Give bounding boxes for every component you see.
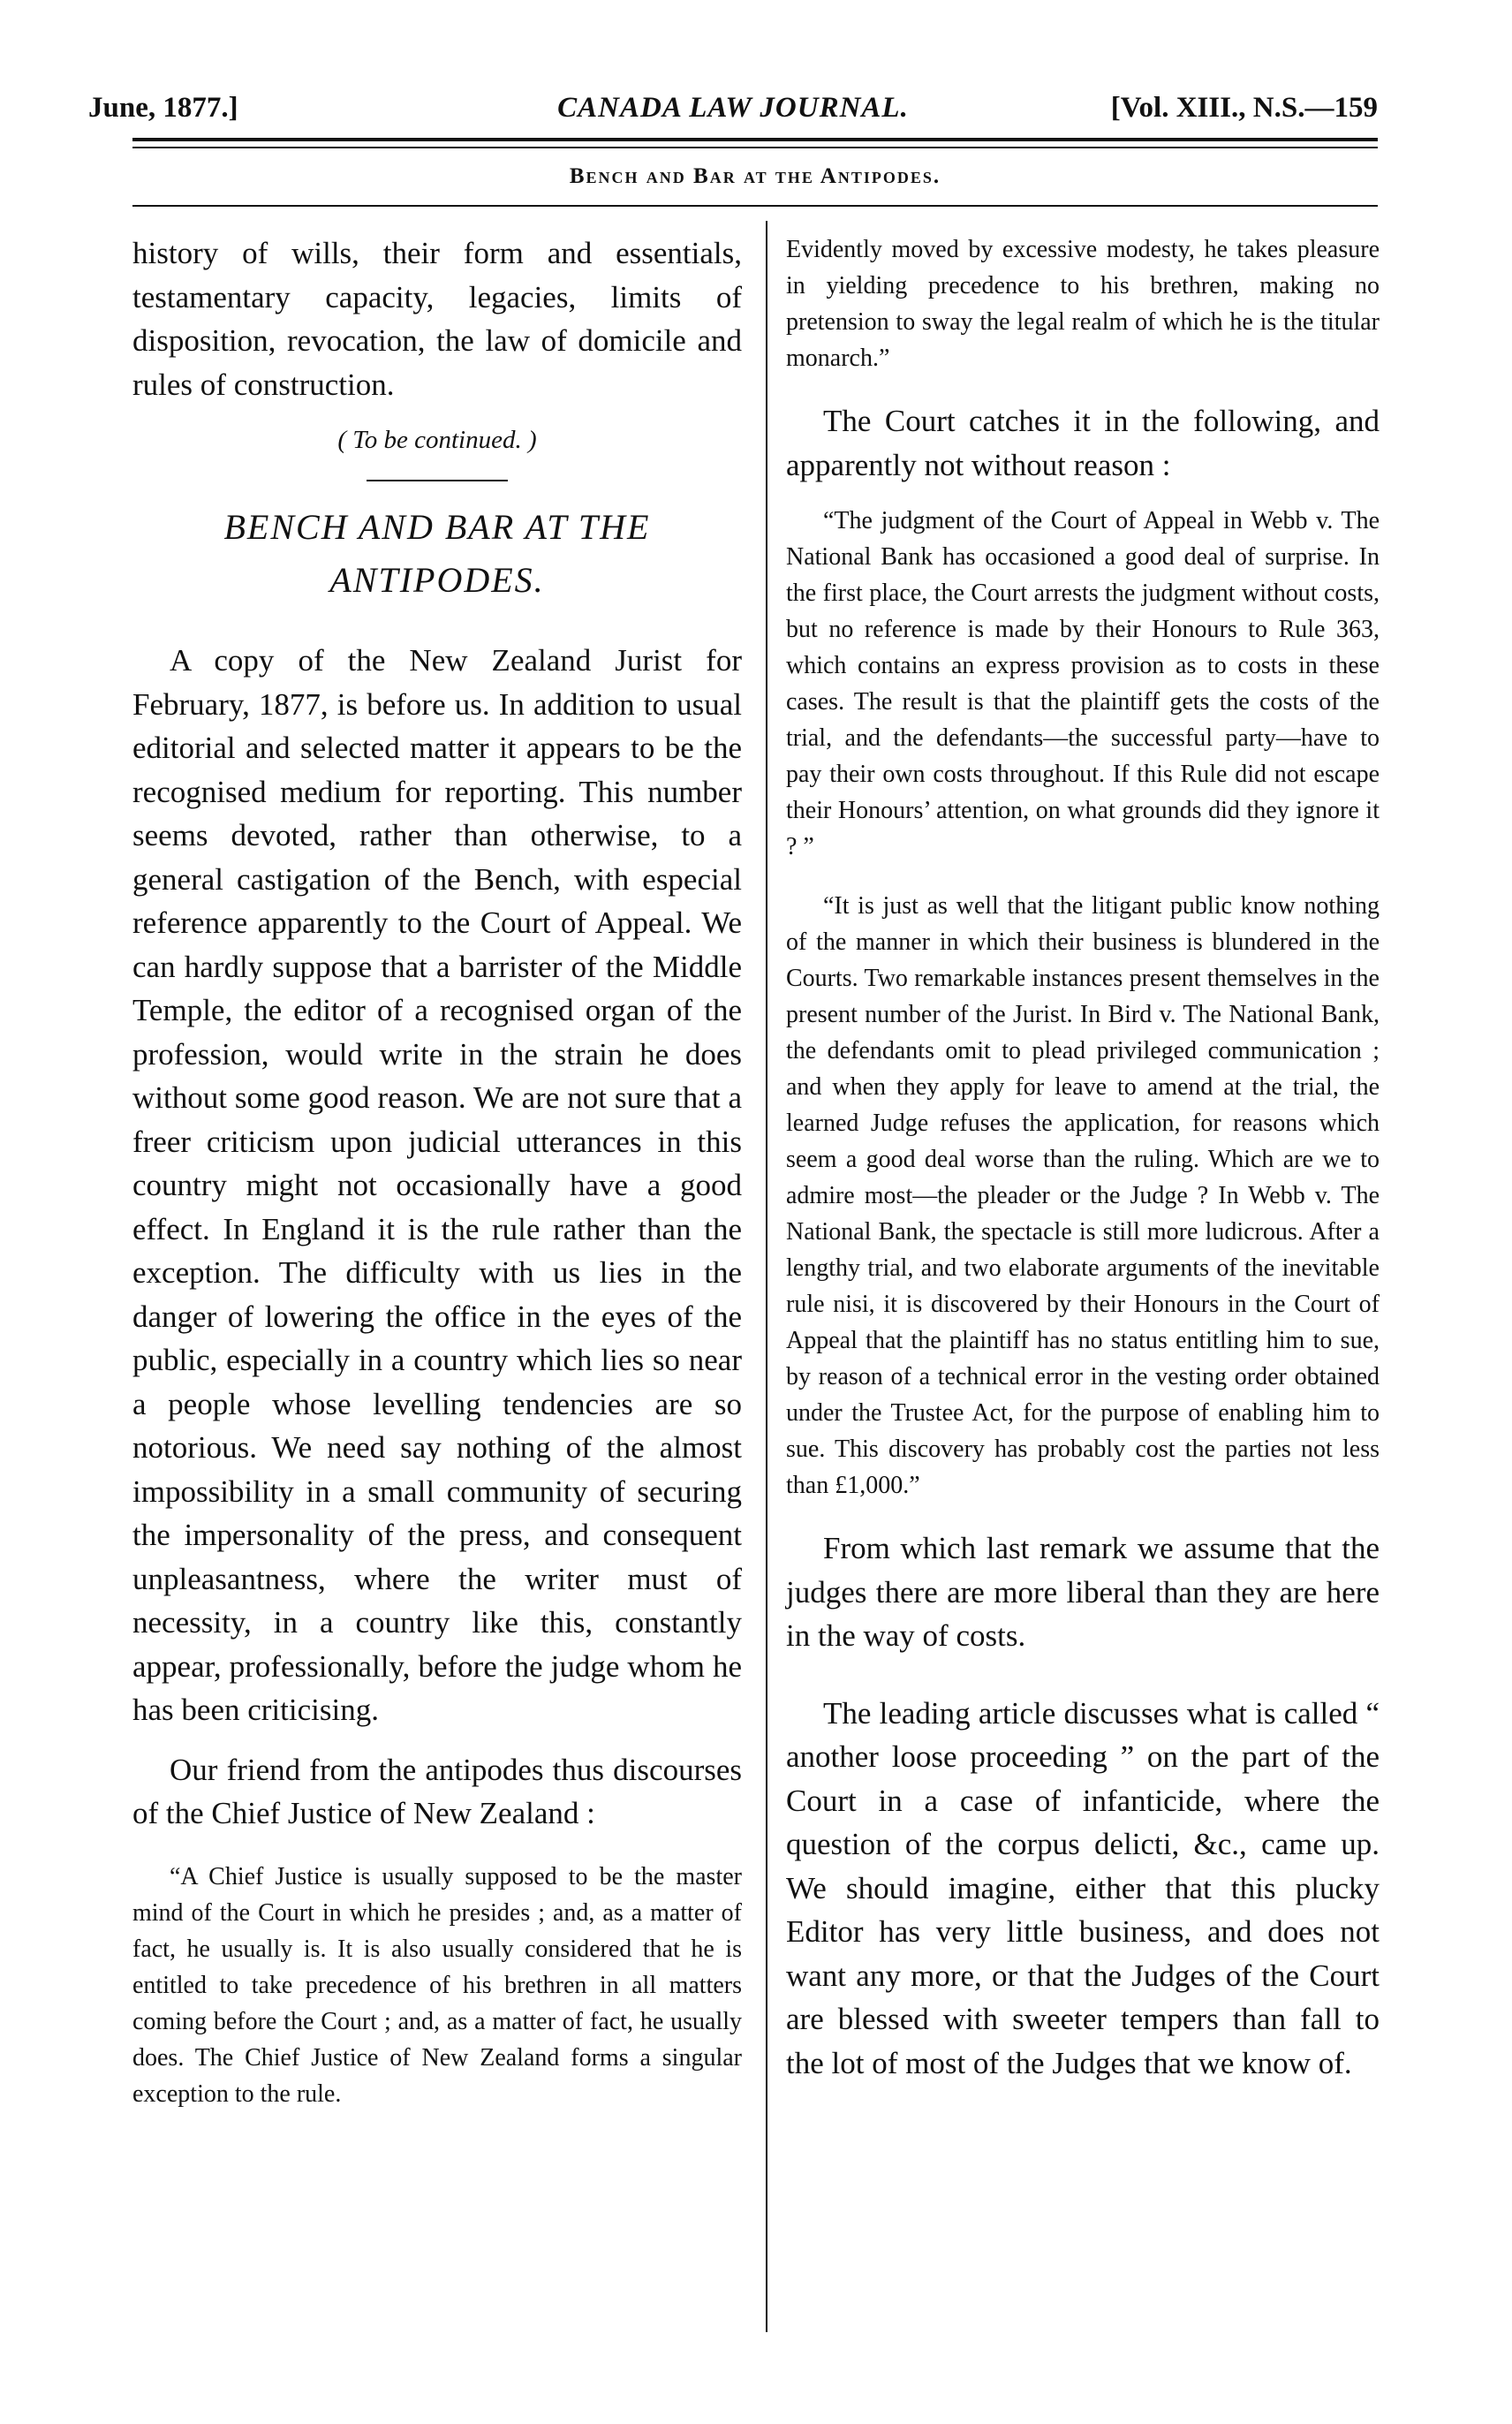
block-quote: Evidently moved by excessive modesty, he takes pleasure in yielding precedence to his brethren, making no pretension to sway the legal realm of which he is the titular monarch.” [786, 236, 1380, 372]
right-column [786, 231, 1380, 2085]
paragraph: A copy of the New Zealand Jurist for February, 1877, is before us. In addition to usual editorial and selected matter it appears to be the recognised medium for reporting. This number seems devoted, rather than otherwise, to a general castigation of the Bench, with especial reference apparently to the Court of Appeal. We can hardly suppose that a barrister of the Middle Temple, the editor of a recognised organ of the profession, would write in the strain he does without some good reason. We are not sure that a freer criticism upon judicial utterances in this country might not occasionally have a good effect. In England it is the rule rather than the exception. The difficulty with us lies in the danger of lowering the office in the eyes of the public, especially in a country which lies so near a people whose levelling tendencies are so notorious. We need say nothing of the almost impossibility in a small community of securing the impersonality of the press, and consequent unpleasantness, where the writer must of necessity, in a country like this, constantly appear, professionally, before the judge whom he has been criticising. [132, 643, 742, 1727]
running-head: Bench and Bar at the Antipodes. [569, 164, 941, 188]
header-rule-thick [132, 138, 1378, 141]
paragraph: The leading article discusses what is called “ another loose proceeding ” on the part of the Court in a case of infanticide, where the question of the corpus delicti, &c., came up. We should imagine, either that this plucky Editor has very little business, and does not want any more, or that the Judges of the Court are blessed with sweeter tempers than fall to the lot of most of the Judges that we know of. [786, 1695, 1380, 2080]
article-title-line: ANTIPODES. [329, 560, 545, 600]
volume-page: [Vol. XIII., N.S.—159 [1110, 92, 1378, 124]
to-be-continued: ( To be continued. ) [337, 426, 537, 454]
block-quote: “A Chief Justice is usually supposed to be the master mind of the Court in which he presides ; and, as a matter of fact, he usually is. It is also usually considered that he is entitled to take precedence of his brethren in all matters coming before the Court ; and, as a matter of fact, he usually does. The Chief Justice of New Zealand forms a singular exception to the rule. [132, 1862, 742, 2108]
paragraph: The Court catches it in the following, and apparently not without reason : [786, 404, 1380, 482]
article-title-line: BENCH AND BAR AT THE [223, 507, 651, 547]
journal-title: CANADA LAW JOURNAL. [557, 92, 909, 124]
running-head-rule [132, 205, 1378, 207]
block-quote: “The judgment of the Court of Appeal in Webb v. The National Bank has occasioned a good deal of surprise. In the first place, the Court arrests the judgment without costs, but no reference is made by their Honours to Rule 363, which contains an express provision as to costs in these cases. The result is that the plaintiff gets the costs of the trial, and the defendants—the successful party—have to pay their own costs throughout. If this Rule did not escape their Honours’ attention, on what grounds did they ignore it ? ” [786, 507, 1380, 860]
issue-date: June, 1877.] [88, 92, 238, 124]
block-quote: “It is just as well that the litigant public know nothing of the manner in which their business is blundered in the Courts. Two remarkable instances present themselves in the present number of the Jurist. In Bird v. The National Bank, the defendants omit to plead privileged communication ; and when they apply for leave to amend at the trial, the learned Judge refuses the application, for reasons which seem a good deal worse than the ruling. Which are we to admire most—the pleader or the Judge ? In Webb v. The National Bank, the spectacle is still more ludicrous. After a lengthy trial, and two elaborate arguments of the inevitable rule nisi, it is discovered by their Honours in the Court of Appeal that the plaintiff has no status entitling him to sue, by reason of a technical error in the vesting order obtained under the Trustee Act, for the purpose of enabling him to sue. This discovery has probably cost the parties not less than £1,000.” [786, 892, 1380, 1499]
column-divider [766, 221, 767, 2332]
paragraph: Our friend from the antipodes thus discourses of the Chief Justice of New Zealand : [132, 1752, 742, 1830]
paragraph: From which last remark we assume that the judges there are more liberal than they are here in the way of costs. [786, 1531, 1380, 1653]
left-column [132, 231, 742, 2112]
page-header [88, 92, 1378, 141]
section-divider [367, 480, 508, 481]
paragraph: history of wills, their form and essentials, testamentary capacity, legacies, limits of disposition, revocation, the law of domicile and rules of construction. [132, 236, 742, 402]
header-rule-thin [132, 147, 1378, 148]
article-title [132, 501, 742, 607]
